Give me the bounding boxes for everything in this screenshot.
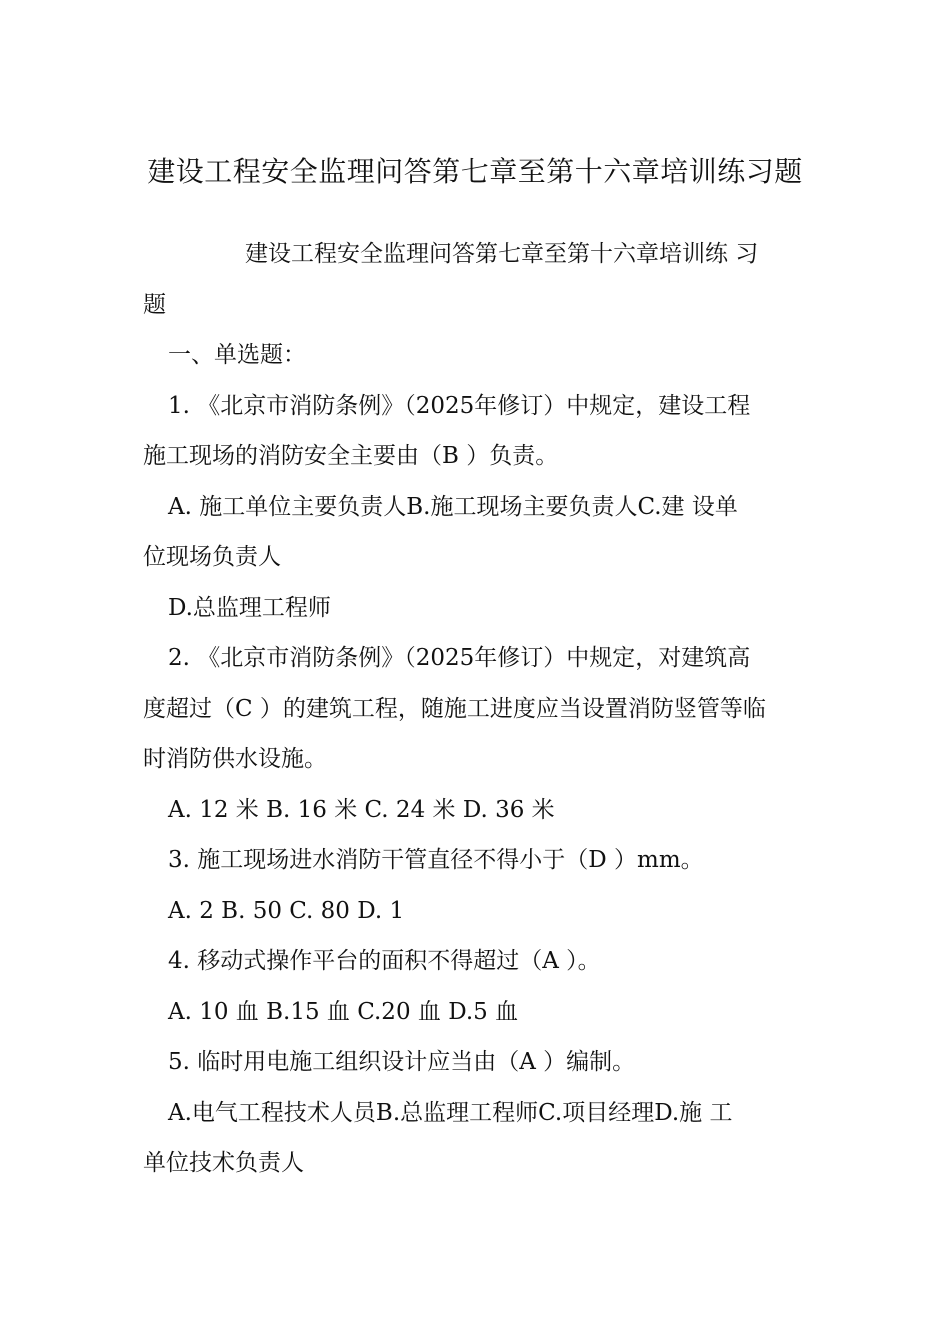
question-1-options-line-1: A. 施工单位主要负责人B.施工现场主要负责人C.建 设单 — [168, 493, 738, 520]
question-5-options-line-1: A.电气工程技术人员B.总监理工程师C.项目经理D.施 工 — [168, 1099, 733, 1126]
question-3-options: A. 2 B. 50 C. 80 D. 1 — [168, 897, 405, 924]
subtitle-line-1: 建设工程安全监理问答第七章至第十六章培训练 习 — [245, 241, 759, 267]
question-5-options-line-2: 单位技术负责人 — [143, 1150, 304, 1176]
question-1-line-2: 施工现场的消防安全主要由（B ）负责。 — [143, 443, 559, 469]
question-2-line-1: 2. 《北京市消防条例》（2025年修订）中规定，对建筑高 — [168, 645, 751, 671]
question-4-options: A. 10 血 B.15 血 C.20 血 D.5 血 — [168, 998, 519, 1025]
section-heading: 一、单选题： — [168, 342, 306, 368]
question-2-line-3: 时消防供水设施。 — [143, 746, 327, 772]
question-5: 5. 临时用电施工组织设计应当由（A ）编制。 — [168, 1049, 636, 1075]
question-1-line-1: 1. 《北京市消防条例》（2025年修订）中规定，建设工程 — [168, 392, 751, 419]
question-4: 4. 移动式操作平台的面积不得超过（A ）。 — [168, 948, 601, 974]
question-2-options: A. 12 米 B. 16 米 C. 24 米 D. 36 米 — [168, 796, 555, 823]
question-2-line-2: 度超过（C ）的建筑工程，随施工进度应当设置消防竖管等临 — [143, 695, 766, 722]
document-title: 建设工程安全监理问答第七章至第十六章培训练习题 — [147, 155, 803, 188]
question-1-options-line-2: 位现场负责人 — [143, 544, 281, 570]
question-1-options-line-3: D.总监理工程师 — [168, 594, 331, 621]
question-3: 3. 施工现场进水消防干管直径不得小于（D ）mm。 — [168, 847, 704, 873]
subtitle-line-2: 题 — [143, 291, 166, 318]
document-body — [143, 229, 833, 1189]
